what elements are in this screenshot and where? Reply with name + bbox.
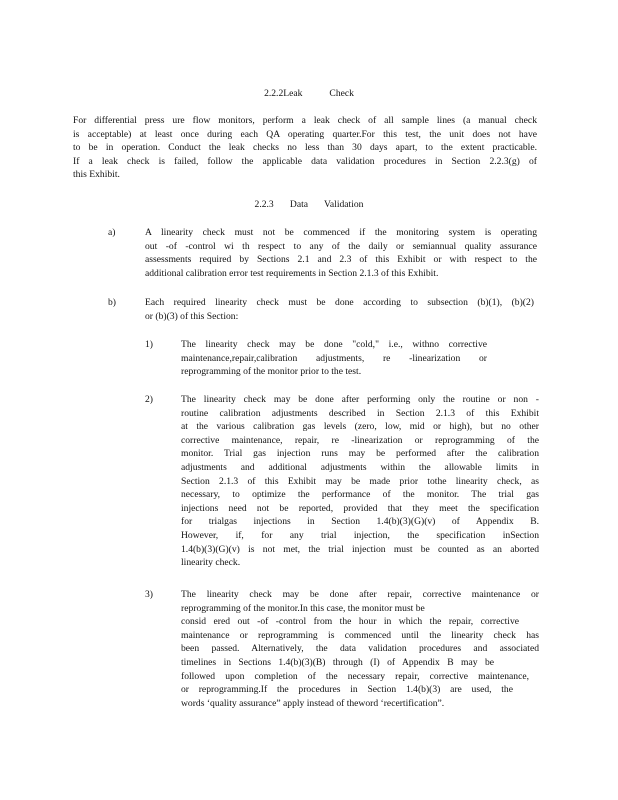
paragraph-line: out -of -control wi th respect to any of the daily or semiannual quality assurance [145,240,537,252]
paragraph-line: monitor. Trial gas injection runs may be performed after the calibration [181,448,539,460]
paragraph-line: or (b)(3) of this Section: [145,310,239,322]
list-marker-2: 2) [145,394,153,405]
paragraph-line: maintenance,repair,calibration adjustments, re -linearization or [181,352,487,364]
paragraph-line: additional calibration error test requirements in Section 2.1.3 of this Exhibit. [145,267,439,279]
paragraph-line: routine calibration adjustments described in Section 2.1.3 of this Exhibit [181,407,539,419]
section-heading-data-validation: 2.2.3 Data Validation [254,199,364,210]
paragraph-line: adjustments and additional adjustments within the allowable limits in [181,461,539,473]
paragraph-line: maintenance or reprogramming is commenced until the linearity check has [181,629,539,641]
paragraph-line: consid ered out -of -control from the hour in which the repair, corrective [181,616,519,628]
paragraph-line: been passed. Alternatively, the data validation procedures and associated [181,643,539,655]
paragraph-line: 1.4(b)(3)(G)(v) is not met, the trial injection must be counted as an aborted [181,543,539,555]
paragraph-line: Section 2.1.3 of this Exhibit may be made prior tothe linearity check, as [181,475,539,487]
sub-item-2-paragraph [181,393,539,570]
paragraph-line: Each required linearity check must be done according to subsection (b)(1), (b)(2) [145,297,534,308]
paragraph-line: linearity check. [181,557,241,569]
paragraph-line: at the various calibration gas levels (zero, low, mid or high), but no other [181,421,539,433]
paragraph-line: for trialgas injections in Section 1.4(b)(3)(G)(v) of Appendix B. [181,516,539,528]
paragraph-line: The linearity check may be done after repair, corrective maintenance or [181,589,539,600]
paragraph-line: For differential press ure flow monitors, perform a leak check of all sample lines (a manual check [73,115,537,126]
paragraph-line: is acceptable) at least once during each QA operating quarter.For this test, the unit does not have [73,128,537,140]
paragraph-line: corrective maintenance, repair, re -linearization or reprogramming of the [181,434,539,446]
list-marker-3: 3) [145,589,153,600]
paragraph-line: A linearity check must not be commenced if the monitoring system is operating [145,227,537,238]
item-b-paragraph [145,296,534,323]
paragraph-line: necessary, to optimize the performance of the monitor. The trial gas [181,489,539,501]
list-marker-1: 1) [145,339,153,350]
paragraph-line: to be in operation. Conduct the leak checks no less than 30 days apart, to the extent practicable. [73,142,537,154]
paragraph-line: injections need not be reported, provided that they meet the specification [181,502,539,514]
leak-check-paragraph [73,114,537,182]
paragraph-line: words ‘quality assurance” apply instead of theword ‘recertification”. [181,697,445,709]
paragraph-line: However, if, for any trial injection, the specification inSection [181,529,539,541]
sub-item-1-paragraph [181,338,487,379]
section-heading-leak-check: 2.2.2Leak Check [264,88,354,99]
paragraph-line: The linearity check may be done after performing only the routine or non - [181,394,539,405]
paragraph-line: or reprogramming.If the procedures in Section 1.4(b)(3) are used, the [181,684,513,696]
paragraph-line: timelines in Sections 1.4(b)(3)(B) through (I) of Appendix B may be [181,656,494,668]
paragraph-line: this Exhibit. [73,169,120,181]
paragraph-line: followed upon completion of the necessary repair, corrective maintenance, [181,670,529,682]
sub-item-3-paragraph [181,588,539,710]
list-marker-b: b) [108,297,116,308]
list-marker-a: a) [108,227,116,238]
paragraph-line: If a leak check is failed, follow the applicable data validation procedures in Section 2.2.3(g) of [73,155,537,167]
paragraph-line: assessments required by Sections 2.1 and 2.3 of this Exhibit or with respect to the [145,254,537,266]
item-a-paragraph [145,226,537,280]
paragraph-line: reprogramming of the monitor.In this case, the monitor must be [181,602,425,614]
paragraph-line: The linearity check may be done "cold," i.e., withno corrective [181,339,487,350]
paragraph-line: reprogramming of the monitor prior to the test. [181,366,362,378]
